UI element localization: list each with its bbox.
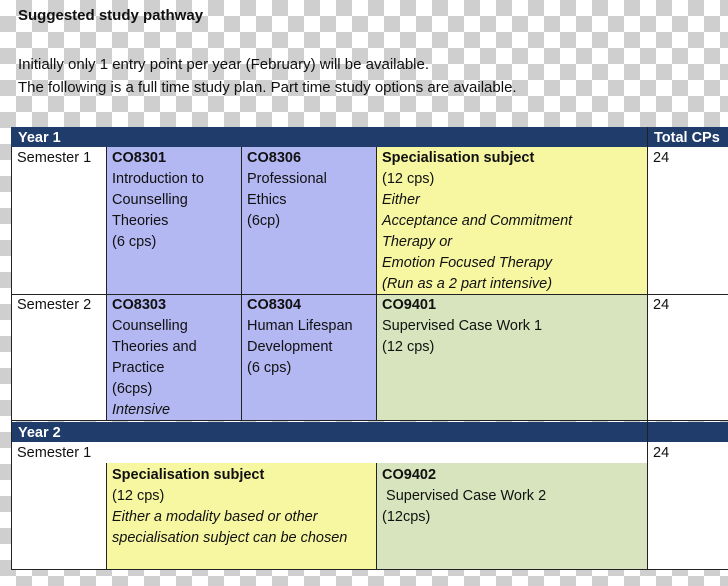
course-co8306: CO8306 Professional Ethics (6cp) bbox=[241, 147, 376, 294]
year-1-header: Year 1 bbox=[11, 127, 647, 147]
specialisation-subject-y2: Specialisation subject (12 cps) Either a modality based or other specialisation subject can be chosen bbox=[106, 463, 376, 570]
specialisation-subject-y1: Specialisation subject (12 cps) Either Acceptance and Commitment Therapy or Emotion Focused Therapy (Run as a 2 part intensive) bbox=[376, 147, 647, 294]
y2-s1-left-spacer bbox=[11, 463, 106, 570]
course-co9401: CO9401 Supervised Case Work 1 (12 cps) bbox=[376, 294, 647, 420]
y1-semester-2-label: Semester 2 bbox=[11, 294, 106, 420]
course-co9402: CO9402 Supervised Case Work 2 (12cps) bbox=[376, 463, 647, 570]
page-title: Suggested study pathway bbox=[18, 7, 204, 24]
year-2-header-total bbox=[647, 422, 728, 442]
year-2-header: Year 2 bbox=[11, 422, 647, 442]
intro-line-2: The following is a full time study plan. Part time study options are available. bbox=[18, 79, 517, 96]
grid-line bbox=[11, 294, 728, 295]
course-co8301: CO8301 Introduction to Counselling Theories (6 cps) bbox=[106, 147, 241, 294]
grid-line bbox=[241, 147, 242, 420]
study-plan-table bbox=[11, 127, 728, 570]
y1-semester-1-label: Semester 1 bbox=[11, 147, 106, 294]
y2-s1-total: 24 bbox=[647, 442, 728, 570]
course-co8303: CO8303 Counselling Theories and Practice (6cps) Intensive bbox=[106, 294, 241, 420]
y1-s1-total: 24 bbox=[647, 147, 728, 294]
grid-line bbox=[376, 463, 377, 570]
grid-line bbox=[11, 569, 728, 570]
intro-line-1: Initially only 1 entry point per year (February) will be available. bbox=[18, 56, 430, 73]
grid-line bbox=[11, 147, 12, 570]
grid-line bbox=[106, 463, 107, 570]
total-cps-header: Total CPs bbox=[647, 127, 728, 147]
grid-line bbox=[106, 147, 107, 420]
y1-s2-total: 24 bbox=[647, 294, 728, 420]
y2-semester-1-label: Semester 1 bbox=[11, 442, 728, 463]
grid-line bbox=[11, 420, 728, 421]
course-co8304: CO8304 Human Lifespan Development (6 cps) bbox=[241, 294, 376, 420]
grid-line bbox=[647, 127, 648, 570]
grid-line bbox=[376, 147, 377, 420]
